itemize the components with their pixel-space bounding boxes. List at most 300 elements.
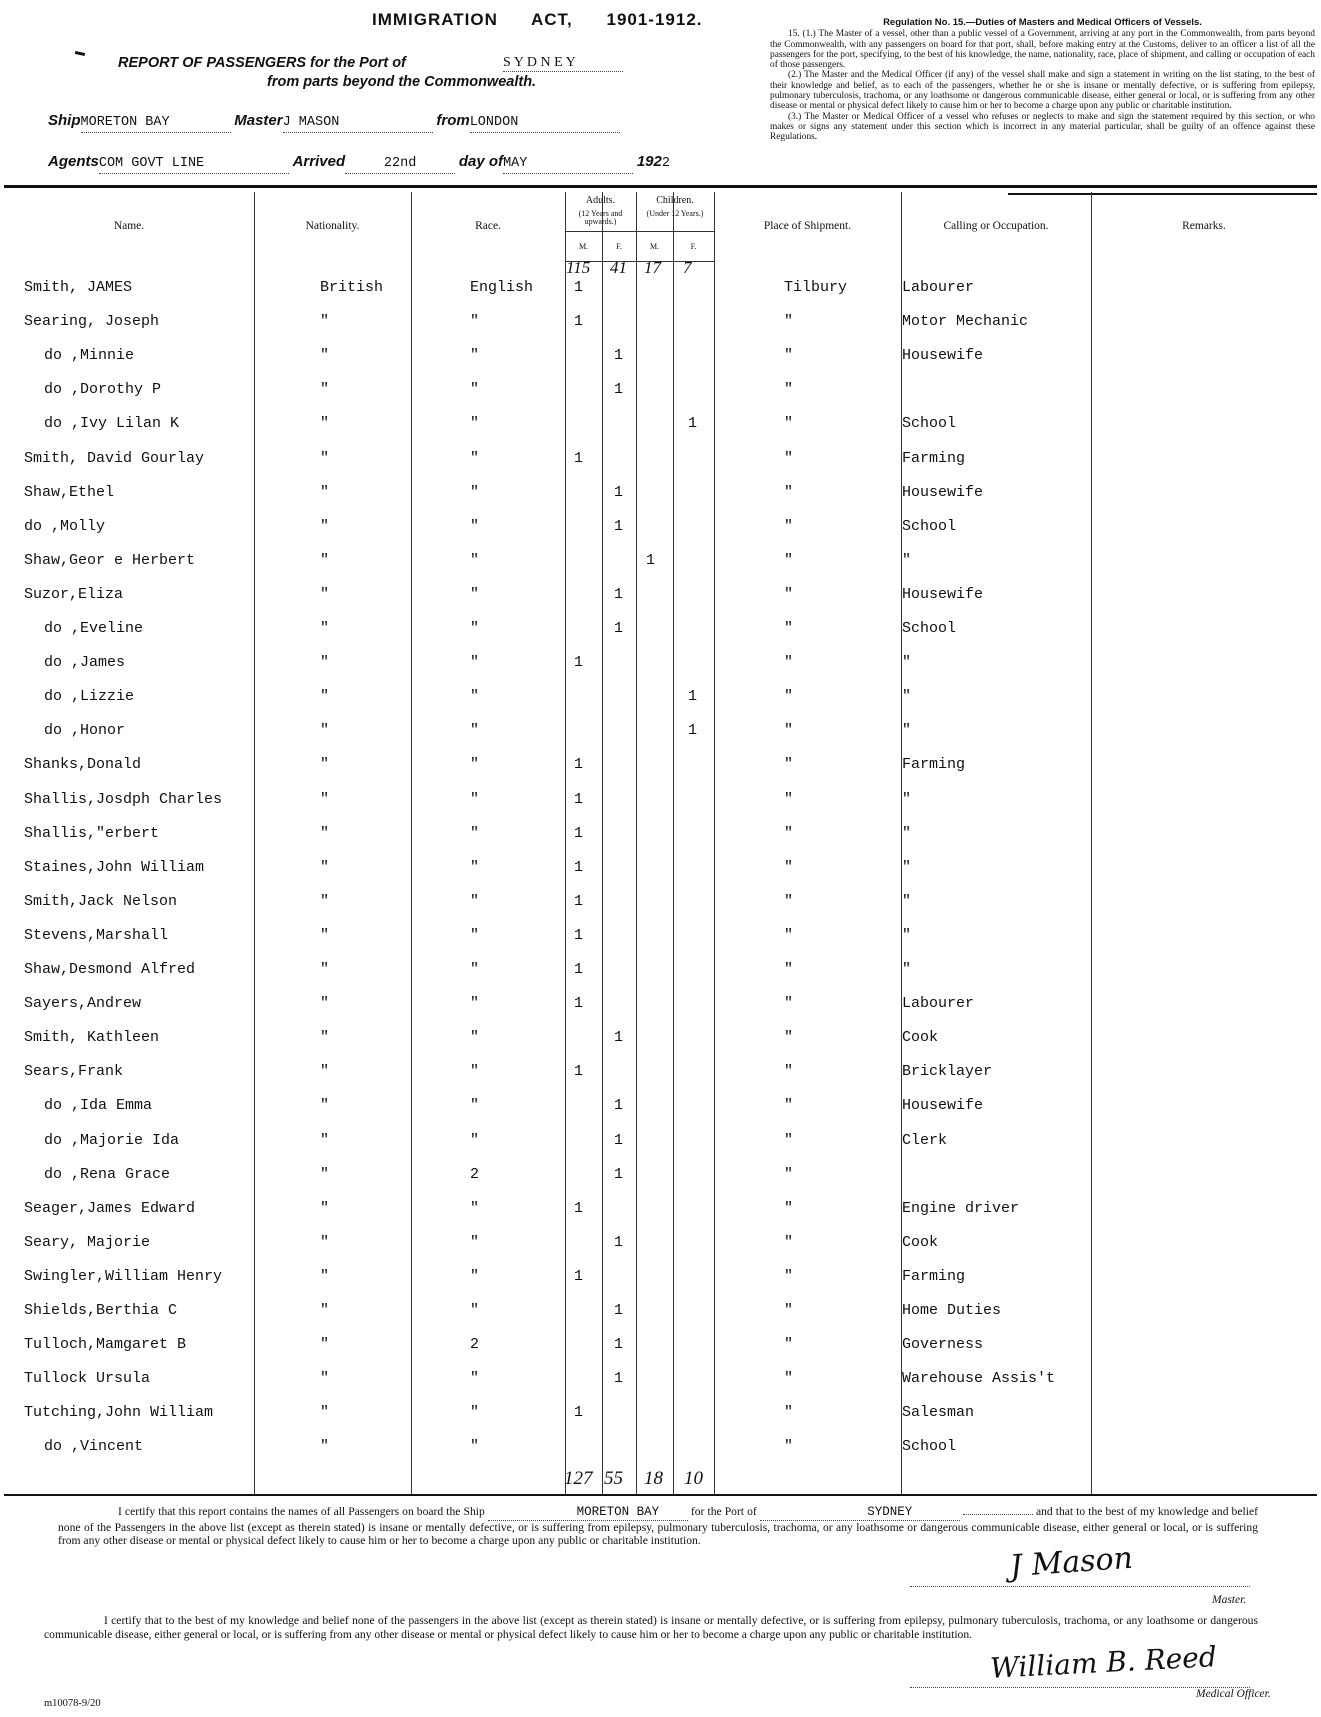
col-header-adults-sub: (12 Years and upwards.): [578, 209, 623, 226]
ship-value: MORETON BAY: [81, 115, 231, 133]
passenger-race: ": [470, 1438, 480, 1456]
col-header-occupation: Calling or Occupation.: [943, 220, 1049, 232]
passenger-nationality: ": [320, 790, 330, 808]
passenger-place: ": [784, 1438, 794, 1456]
passenger-name: Stevens,Marshall: [24, 926, 169, 944]
passenger-name: do ,Minnie: [44, 347, 135, 365]
year-prefix: 192: [636, 153, 662, 170]
passenger-occupation: Governess: [902, 1336, 984, 1354]
passenger-nationality: ": [320, 995, 330, 1013]
passenger-name: Staines,John William: [24, 858, 205, 876]
passenger-place: ": [784, 620, 794, 637]
passenger-race: ": [470, 415, 480, 433]
passenger-nationality: ": [320, 1438, 330, 1456]
passenger-child-f: 1: [688, 722, 698, 740]
passenger-name: Shaw,Ethel: [24, 483, 115, 501]
passenger-race: ": [470, 1097, 480, 1115]
act-title: IMMIGRATION ACT, 1901-1912.: [372, 10, 703, 29]
passenger-name: Shields,Berthia C: [24, 1302, 178, 1319]
passenger-name: Tulloch,Mamgaret B: [24, 1336, 187, 1354]
arrived-day: 22nd: [345, 156, 455, 174]
table-row: [0, 1097, 1321, 1127]
regulation-p1: 15. (1.) The Master of a vessel, other than a public vessel of a Government, arriving at any port in the Commonwealth, from parts beyond the Commonwealth, with any passengers on board for that port, shall, before making entry at the Customs, deliver to an officer a list of all the passengers for the port, specifying, to the best of his knowledge, the name, nationality, race, place of shipment, and calling or occupation of each of those passengers.: [770, 29, 1315, 71]
passenger-name: Seager,James Edward: [24, 1199, 196, 1217]
regulation-p3: (3.) The Master or Medical Officer of a vessel who refuses or neglects to make and sign the statement required by this section, or who makes or signs any statement under this section which is incorrect in any material particular, shall be guilty of an offence against these Regulations.: [770, 111, 1315, 143]
passenger-occupation: ": [902, 790, 912, 808]
passenger-race: ": [470, 551, 480, 569]
master-role: Master.: [1212, 1594, 1247, 1606]
ship-label: Ship: [48, 112, 81, 129]
passenger-occupation: ": [902, 926, 912, 944]
passenger-place: ": [784, 995, 794, 1013]
passenger-place: ": [784, 722, 794, 740]
passenger-occupation: Home Duties: [902, 1302, 1002, 1319]
table-row: [0, 859, 1321, 889]
passenger-race: ": [470, 1370, 480, 1388]
col-header-children-m: M.: [649, 242, 660, 251]
passenger-race: 2: [470, 1336, 480, 1354]
passenger-name: do ,Molly: [24, 517, 106, 535]
agents-label: Agents: [48, 153, 99, 170]
passenger-nationality: ": [320, 415, 330, 433]
col-header-nationality: Nationality.: [305, 220, 360, 232]
passenger-place: ": [784, 756, 794, 774]
table-row: [0, 756, 1321, 786]
passenger-name: Smith, JAMES: [24, 279, 133, 296]
table-row: [0, 825, 1321, 855]
passenger-place: ": [784, 1267, 794, 1285]
passenger-nationality: British: [320, 279, 384, 296]
passenger-name: Smith, David Gourlay: [24, 449, 205, 467]
passenger-nationality: ": [320, 1370, 330, 1388]
passenger-nationality: ": [320, 654, 330, 672]
passenger-place: ": [784, 1097, 794, 1115]
passenger-place: ": [784, 824, 794, 842]
table-row: [0, 450, 1321, 480]
passenger-occupation: ": [902, 722, 912, 740]
passenger-race: ": [470, 722, 480, 740]
passenger-name: Shanks,Donald: [24, 756, 142, 774]
passenger-race: ": [470, 1063, 480, 1081]
passenger-occupation: ": [902, 858, 912, 876]
passenger-race: ": [470, 654, 480, 672]
passenger-nationality: ": [320, 824, 330, 842]
report-subtitle: from parts beyond the Commonwealth.: [267, 74, 537, 90]
passenger-adult-m: 1: [574, 654, 584, 672]
table-row: [0, 1302, 1321, 1332]
passenger-place: ": [784, 551, 794, 569]
cert-master-text2: for the Port of: [690, 1505, 757, 1518]
table-row: [0, 1370, 1321, 1400]
passenger-place: ": [784, 449, 794, 467]
passenger-adult-m: 1: [574, 961, 584, 978]
passenger-occupation: School: [902, 415, 957, 433]
table-row: [0, 722, 1321, 752]
passenger-place: ": [784, 688, 794, 706]
passenger-place: ": [784, 654, 794, 672]
passenger-place: ": [784, 347, 794, 365]
col-header-race: Race.: [475, 220, 501, 232]
medical-signature: William B. Reed: [989, 1640, 1218, 1685]
passenger-name: Seary, Majorie: [24, 1233, 151, 1251]
passenger-nationality: ": [320, 313, 330, 331]
passenger-name: do ,Lizzie: [44, 688, 135, 706]
passenger-occupation: ": [902, 654, 912, 672]
year-suffix: 2: [661, 156, 670, 171]
table-row: [0, 552, 1321, 582]
passenger-occupation: Housewife: [902, 585, 984, 603]
ship-line: [48, 112, 620, 133]
passenger-nationality: ": [320, 1233, 330, 1251]
passenger-adult-f: 1: [614, 1097, 624, 1115]
table-row: [0, 279, 1321, 309]
total-adult-f: 55: [604, 1468, 623, 1489]
passenger-race: ": [470, 347, 480, 365]
passenger-adult-m: 1: [574, 1267, 584, 1285]
passenger-occupation: Housewife: [902, 1097, 984, 1115]
regulation-p2: (2.) The Master and the Medical Officer (if any) of the vessel shall make and sign a statement in writing on the list stating, to the best of their knowledge and belief, as to each of the passengers, whether he or she is insane or mentally defective, or is suffering from epilepsy, pulmonary tuberculosis, trachoma, or any loathsome or dangerous communicable disease, either general or local, or is suffering from any other disease or mental or physical defect likely to cause him or her to become a charge upon any public or charitable institution.: [770, 70, 1315, 112]
passenger-name: Sayers,Andrew: [24, 995, 142, 1013]
passenger-place: ": [784, 1302, 794, 1319]
passenger-place: ": [784, 1063, 794, 1081]
table-row: [0, 791, 1321, 821]
passenger-occupation: Housewife: [902, 347, 984, 365]
passenger-name: do ,Rena Grace: [44, 1165, 171, 1183]
passenger-race: ": [470, 313, 480, 331]
passenger-adult-m: 1: [574, 1199, 584, 1217]
passenger-adult-m: 1: [574, 995, 584, 1013]
passenger-nationality: ": [320, 1267, 330, 1285]
cert-master-blank: [963, 1514, 1033, 1515]
master-signature-line: [910, 1585, 1250, 1587]
passenger-nationality: ": [320, 722, 330, 740]
passenger-occupation: Labourer: [902, 995, 975, 1013]
passenger-place: ": [784, 585, 794, 603]
passenger-race: ": [470, 585, 480, 603]
cert-master-ship: MORETON BAY: [488, 1506, 688, 1521]
passenger-adult-f: 1: [614, 483, 624, 501]
passenger-place: ": [784, 415, 794, 433]
passenger-name: do ,Majorie Ida: [44, 1131, 180, 1149]
table-row: [0, 1268, 1321, 1298]
passenger-adult-m: 1: [574, 756, 584, 774]
passenger-name: Shallis,Josdph Charles: [24, 790, 223, 808]
passenger-occupation: ": [902, 961, 912, 978]
header-subrule: [565, 231, 714, 232]
passenger-occupation: Bricklayer: [902, 1063, 993, 1081]
passenger-race: 2: [470, 1165, 480, 1183]
passenger-adult-m: 1: [574, 1404, 584, 1422]
passenger-adult-f: 1: [614, 1302, 624, 1319]
passenger-adult-m: 1: [574, 858, 584, 876]
dash-mark: [75, 51, 85, 56]
month-value: MAY: [503, 156, 633, 174]
passenger-occupation: Farming: [902, 449, 966, 467]
regulation-title: Regulation No. 15.—Duties of Masters and Medical Officers of Vessels.: [883, 17, 1202, 28]
table-row: [0, 1063, 1321, 1093]
passenger-nationality: ": [320, 1302, 330, 1319]
passenger-race: ": [470, 1199, 480, 1217]
passenger-race: ": [470, 449, 480, 467]
passenger-place: ": [784, 1233, 794, 1251]
passenger-occupation: Housewife: [902, 483, 984, 501]
table-row: [0, 927, 1321, 957]
passenger-race: ": [470, 620, 480, 637]
passenger-name: do ,Ida Emma: [44, 1097, 153, 1115]
passenger-place: ": [784, 517, 794, 535]
agents-line: [48, 153, 678, 174]
master-label: Master: [234, 112, 283, 129]
passenger-place: ": [784, 926, 794, 944]
table-row: [0, 586, 1321, 616]
from-value: LONDON: [470, 115, 620, 133]
table-row: [0, 415, 1321, 445]
passenger-nationality: ": [320, 517, 330, 535]
passenger-race: ": [470, 483, 480, 501]
passenger-place: ": [784, 1029, 794, 1047]
master-signature: J Mason: [1008, 1540, 1135, 1585]
passenger-name: do ,Vincent: [44, 1438, 144, 1456]
passenger-occupation: Cook: [902, 1029, 939, 1047]
passenger-race: ": [470, 756, 480, 774]
passenger-race: ": [470, 1267, 480, 1285]
table-row: [0, 1404, 1321, 1434]
passenger-nationality: ": [320, 551, 330, 569]
table-row: [0, 654, 1321, 684]
passenger-place: Tilbury: [784, 279, 848, 296]
passenger-race: ": [470, 892, 480, 910]
passenger-race: ": [470, 517, 480, 535]
passenger-place: ": [784, 1336, 794, 1354]
passenger-nationality: ": [320, 620, 330, 637]
col-header-adults: Adults.: [585, 195, 616, 206]
col-header-place: Place of Shipment.: [763, 220, 852, 232]
passenger-name: Sears,Frank: [24, 1063, 124, 1081]
passenger-adult-f: 1: [614, 347, 624, 365]
passenger-adult-m: 1: [574, 892, 584, 910]
agents-value: COM GOVT LINE: [99, 156, 289, 174]
passenger-nationality: ": [320, 1063, 330, 1081]
passenger-nationality: ": [320, 1029, 330, 1047]
col-header-children-f: F.: [690, 242, 697, 251]
passenger-place: ": [784, 1199, 794, 1217]
passenger-place: ": [784, 892, 794, 910]
passenger-race: ": [470, 858, 480, 876]
passenger-adult-f: 1: [614, 585, 624, 603]
passenger-adult-f: 1: [614, 1029, 624, 1047]
bottom-rule: [4, 1494, 1317, 1496]
passenger-nationality: ": [320, 1404, 330, 1422]
table-row: [0, 995, 1321, 1025]
passenger-adult-m: 1: [574, 926, 584, 944]
col-header-name: Name.: [113, 220, 145, 232]
passenger-name: Shaw,Desmond Alfred: [24, 961, 196, 978]
cert-master-text3: and that to the best of my knowledge and belief none of the Passengers in the above list (except as therein stated) is insane or mentally defective, or is suffering from epilepsy, pulmonary tuberculosis, trachoma, or any loathsome or dangerous communicable disease, either general or local, or is suffering from any other disease or mental or physical defect likely to cause him or her to become a charge upon any public or charitable institution.: [58, 1505, 1258, 1548]
passenger-race: ": [470, 1233, 480, 1251]
col-header-children: Children.: [656, 195, 694, 206]
passenger-race: ": [470, 961, 480, 978]
col-header-adults-f: F.: [616, 242, 622, 251]
passenger-occupation: Farming: [902, 756, 966, 774]
passenger-occupation: ": [902, 688, 912, 706]
passenger-nationality: ": [320, 1131, 330, 1149]
table-row: [0, 313, 1321, 343]
passenger-race: ": [470, 824, 480, 842]
table-row: [0, 1132, 1321, 1162]
table-row: [0, 1336, 1321, 1366]
table-row: [0, 1234, 1321, 1264]
passenger-nationality: ": [320, 347, 330, 365]
passenger-name: do ,Eveline: [44, 620, 144, 637]
passenger-occupation: Warehouse Assis't: [902, 1370, 1056, 1388]
medical-certificate: I certify that to the best of my knowledge and belief none of the passengers in the above list (except as therein stated) is insane or mentally defective, or is suffering from epilepsy, pulmonary tuberculosis, trachoma, or any loathsome or dangerous communicable disease, either general or local, or is suffering from any other disease or mental or physical defect likely to cause him or her to become a charge upon any public or charitable institution.: [44, 1614, 1258, 1641]
medical-role: Medical Officer.: [1196, 1688, 1271, 1700]
master-certificate: [58, 1505, 1258, 1548]
table-row: [0, 620, 1321, 650]
passenger-nationality: ": [320, 1097, 330, 1115]
passenger-place: ": [784, 1131, 794, 1149]
passenger-place: ": [784, 483, 794, 501]
passenger-adult-f: 1: [614, 1165, 624, 1183]
passenger-adult-f: 1: [614, 1233, 624, 1251]
col-header-adults-m: M.: [578, 242, 589, 251]
passenger-race: ": [470, 381, 480, 399]
passenger-occupation: School: [902, 1438, 957, 1456]
passenger-race: ": [470, 1302, 480, 1319]
passenger-race: ": [470, 995, 480, 1013]
col-header-children-sub: (Under 12 Years.): [646, 209, 704, 218]
passenger-occupation: Motor Mechanic: [902, 313, 1029, 331]
passenger-name: Tullock Ursula: [24, 1370, 151, 1388]
passenger-adult-m: 1: [574, 1063, 584, 1081]
passenger-adult-m: 1: [574, 313, 584, 331]
passenger-child-f: 1: [688, 415, 698, 433]
passenger-adult-f: 1: [614, 517, 624, 535]
regulation-block: [770, 18, 1315, 143]
passenger-name: Tutching,John William: [24, 1404, 214, 1422]
passenger-nationality: ": [320, 892, 330, 910]
passenger-occupation: Farming: [902, 1267, 966, 1285]
tally-adult-f: 41: [610, 258, 627, 277]
report-title: REPORT OF PASSENGERS for the Port of: [118, 55, 406, 71]
passenger-place: ": [784, 313, 794, 331]
cert-master-port: SYDNEY: [760, 1506, 960, 1521]
tally-child-f: 7: [683, 258, 692, 277]
passenger-occupation: ": [902, 892, 912, 910]
passenger-occupation: Salesman: [902, 1404, 975, 1422]
master-value: J MASON: [283, 115, 433, 133]
passenger-occupation: School: [902, 620, 957, 637]
passenger-nationality: ": [320, 1165, 330, 1183]
passenger-adult-m: 1: [574, 279, 584, 296]
col-header-remarks: Remarks.: [1182, 220, 1226, 232]
passenger-occupation: ": [902, 551, 912, 569]
table-row: [0, 381, 1321, 411]
from-label: from: [436, 112, 470, 129]
arrived-label: Arrived: [292, 153, 346, 170]
passenger-occupation: ": [902, 824, 912, 842]
top-rule: [4, 185, 1317, 188]
tally-adult-m: 115: [566, 258, 591, 277]
passenger-name: Shaw,Geor e Herbert: [24, 551, 196, 569]
passenger-place: ": [784, 1370, 794, 1388]
passenger-occupation: Engine driver: [902, 1199, 1020, 1217]
passenger-name: Swingler,William Henry: [24, 1267, 223, 1285]
passenger-race: ": [470, 1404, 480, 1422]
passenger-place: ": [784, 961, 794, 978]
passenger-race: English: [470, 279, 534, 296]
passenger-race: ": [470, 688, 480, 706]
passenger-adult-f: 1: [614, 1131, 624, 1149]
passenger-occupation: Labourer: [902, 279, 975, 296]
passenger-nationality: ": [320, 926, 330, 944]
passenger-place: ": [784, 381, 794, 399]
passenger-adult-f: 1: [614, 1370, 624, 1388]
table-row: [0, 961, 1321, 991]
table-row: [0, 1200, 1321, 1230]
passenger-nationality: ": [320, 483, 330, 501]
passenger-adult-f: 1: [614, 381, 624, 399]
passenger-place: ": [784, 1165, 794, 1183]
passenger-name: do ,James: [44, 654, 126, 672]
passenger-nationality: ": [320, 688, 330, 706]
passenger-occupation: Cook: [902, 1233, 939, 1251]
table-row: [0, 1029, 1321, 1059]
passenger-name: Smith,Jack Nelson: [24, 892, 178, 910]
passenger-nationality: ": [320, 585, 330, 603]
tally-child-m: 17: [644, 258, 661, 277]
table-row: [0, 688, 1321, 718]
passenger-race: ": [470, 1131, 480, 1149]
passenger-name: do ,Ivy Lilan K: [44, 415, 180, 433]
table-row: [0, 484, 1321, 514]
passenger-name: do ,Honor: [44, 722, 126, 740]
passenger-name: Suzor,Eliza: [24, 585, 124, 603]
passenger-adult-m: 1: [574, 824, 584, 842]
passenger-place: ": [784, 1404, 794, 1422]
passenger-name: Shallis,"erbert: [24, 824, 160, 842]
passenger-adult-f: 1: [614, 620, 624, 637]
passenger-occupation: School: [902, 517, 957, 535]
cert-master-text1: I certify that this report contains the names of all Passengers on board the Ship: [118, 1505, 485, 1518]
passenger-place: ": [784, 858, 794, 876]
passenger-adult-f: 1: [614, 1336, 624, 1354]
passenger-nationality: ": [320, 858, 330, 876]
passenger-place: ": [784, 790, 794, 808]
passenger-nationality: ": [320, 1199, 330, 1217]
total-child-m: 18: [644, 1468, 663, 1489]
passenger-race: ": [470, 926, 480, 944]
table-row: [0, 347, 1321, 377]
table-row: [0, 1438, 1321, 1468]
passenger-nationality: ": [320, 1336, 330, 1354]
port-value: S Y D N E Y: [503, 55, 623, 72]
total-child-f: 10: [684, 1468, 703, 1489]
passenger-name: do ,Dorothy P: [44, 381, 162, 399]
table-row: [0, 518, 1321, 548]
passenger-race: ": [470, 790, 480, 808]
passenger-adult-m: 1: [574, 449, 584, 467]
passenger-nationality: ": [320, 449, 330, 467]
table-row: [0, 893, 1321, 923]
passenger-nationality: ": [320, 381, 330, 399]
top-rule-right: [1008, 193, 1317, 195]
passenger-name: Searing, Joseph: [24, 313, 160, 331]
passenger-child-f: 1: [688, 688, 698, 706]
dayof-label: day of: [458, 153, 504, 170]
table-row: [0, 1166, 1321, 1196]
form-number: m10078-9/20: [44, 1698, 101, 1709]
